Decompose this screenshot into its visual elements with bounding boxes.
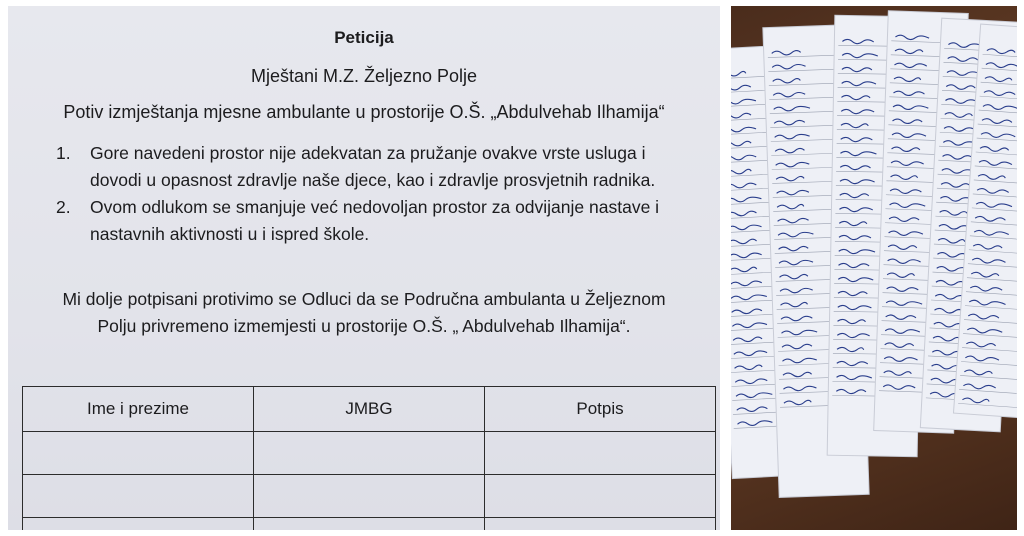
- table-cell: [254, 518, 485, 531]
- list-item-text: Gore navedeni prostor nije adekvatan za pružanje ovakve vrste usluga i dovodi u opasnost zdravlje naše djece, kao i zdravlje prosvjetnih radnika.: [90, 143, 656, 190]
- table-cell: [485, 475, 716, 518]
- table-cell: [485, 518, 716, 531]
- petition-reasons-list: [56, 140, 696, 248]
- petition-title: Peticija: [334, 28, 394, 47]
- declaration-line: Mi dolje potpisani protivimo se Odluci da se Područna ambulanta u Željeznom: [62, 289, 666, 309]
- petition-heading: Potiv izmještanja mjesne ambulante u prostorije O.Š. „Abdulvehab Ilhamija“: [63, 102, 665, 122]
- table-row: [23, 432, 716, 475]
- table-cell: [254, 475, 485, 518]
- column-header-name: Ime i prezime: [23, 387, 254, 432]
- table-cell: [23, 475, 254, 518]
- sheet-pile-illustration: [731, 6, 1017, 530]
- table-cell: [23, 518, 254, 531]
- list-item-number: 2.: [56, 197, 71, 217]
- list-item: [56, 194, 696, 248]
- list-item: [56, 140, 696, 194]
- list-item-number: 1.: [56, 143, 71, 163]
- petition-subtitle: Mještani M.Z. Željezno Polje: [250, 66, 478, 86]
- table-row: [23, 475, 716, 518]
- petition-declaration: [8, 286, 720, 340]
- list-item-text: Ovom odlukom se smanjuje već nedovoljan prostor za odvijanje nastave i nastavnih aktivnosti u i ispred škole.: [90, 197, 660, 244]
- table-header-row: [23, 387, 716, 432]
- table-cell: [254, 432, 485, 475]
- signature-table: [22, 386, 716, 530]
- petition-document: [8, 6, 720, 530]
- table-row: [23, 518, 716, 531]
- signed-sheets-photo: [731, 6, 1017, 530]
- column-header-jmbg: JMBG: [254, 387, 485, 432]
- table-cell: [485, 432, 716, 475]
- column-header-signature: Potpis: [485, 387, 716, 432]
- table-cell: [23, 432, 254, 475]
- declaration-line: Polju privremeno izmemjesti u prostorije O.Š. „ Abdulvehab Ilhamija“.: [97, 316, 631, 336]
